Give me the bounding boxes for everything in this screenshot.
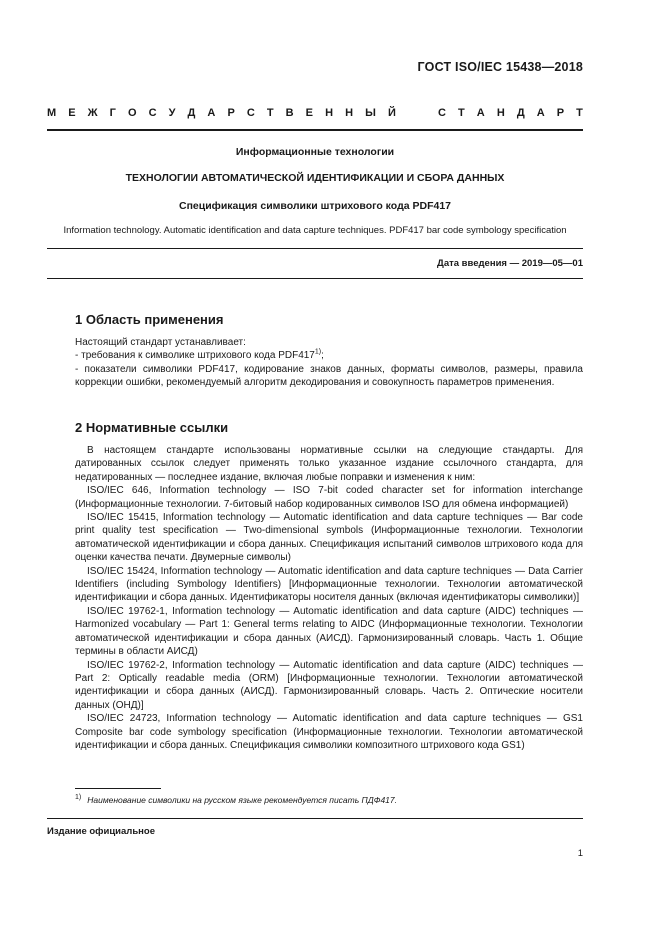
banner-letter: Р — [556, 107, 565, 119]
section-1-heading: 1 Область применения — [75, 312, 224, 327]
banner-letter: Е — [305, 107, 314, 119]
banner-letter: Д — [516, 107, 525, 119]
banner-letter: Т — [458, 107, 465, 119]
interstate-standard-banner — [47, 107, 583, 119]
footnote-ref: 1) — [314, 349, 322, 357]
section-1-line: Настоящий стандарт устанавливает: — [75, 337, 246, 348]
section-2-body — [75, 444, 583, 752]
edition-label: Издание официальное — [47, 826, 155, 837]
document-code: ГОСТ ISO/IEC 15438—2018 — [417, 60, 583, 74]
banner-letter: Ж — [87, 107, 98, 119]
reference-item: ISO/IEC 15415, Information technology — Automatic identification and data capture techniques — Bar code print quality test specification — Two-dimensional symbols (Информационные технологии. Технологии автоматической идентификации и сбора данных. Спецификация испытаний символов штрихового кода для оценки качества печати. Двумерные символы) — [75, 512, 583, 564]
reference-item: ISO/IEC 19762-2, Information technology — Automatic identification and data capture (AIDC) techniques — Part 2: Optically readable media (ORM) [Информационные технологии. Технологии автоматической идентификации и сбора данных (АИСД). Гармонизированный словарь. Часть 2. Оптические носители данных (ОНД)] — [75, 659, 583, 711]
banner-letter: Т — [576, 107, 583, 119]
section-1-line: - показатели символики PDF417, кодирование знаков данных, форматы символов, размеры, правила коррекции ошибки, рекомендуемый алгоритм декодирования и совокупность параметров применения. — [75, 363, 583, 389]
header-rule — [47, 129, 583, 131]
title-subtitle: Спецификация символики штрихового кода PDF417 — [178, 200, 452, 212]
banner-letter: У — [168, 107, 176, 119]
section-1-line: - требования к символике штрихового кода PDF417$^{1)}$; — [75, 349, 324, 362]
title-category: Информационные технологии — [235, 146, 395, 158]
title-rule-bottom — [47, 278, 583, 279]
reference-item: ISO/IEC 24723, Information technology — Automatic identification and data capture techniques — GS1 Composite bar code symbology specification (Информационные технологии. Технологии автоматической идентификации и сбора данных. Спецификация символики композитного штрихового кода GS1) — [75, 713, 583, 751]
footnote-mark: 1) — [75, 794, 82, 801]
banner-letter: О — [127, 107, 137, 119]
banner-letter: Ы — [365, 107, 376, 119]
banner-letter: Й — [387, 107, 396, 119]
section-2-heading: 2 Нормативные ссылки — [75, 420, 229, 435]
banner-letter: Н — [345, 107, 354, 119]
footnote — [75, 794, 397, 805]
banner-letter: Г — [109, 107, 116, 119]
title-main: ТЕХНОЛОГИИ АВТОМАТИЧЕСКОЙ ИДЕНТИФИКАЦИИ И СБОРА ДАННЫХ — [125, 172, 505, 184]
page-number: 1 — [577, 848, 583, 859]
banner-gap — [408, 107, 426, 119]
banner-letter: В — [285, 107, 294, 119]
banner-letter: С — [148, 107, 157, 119]
banner-letter: Д — [187, 107, 196, 119]
footnote-rule — [75, 788, 161, 789]
banner-letter: А — [536, 107, 545, 119]
footnote-text: Наименование символики на русском языке рекомендуется писать ПДФ417. — [87, 794, 398, 805]
banner-letter: Т — [266, 107, 274, 119]
banner-letter: Р — [227, 107, 235, 119]
reference-item: ISO/IEC 19762-1, Information technology — Automatic identification and data capture (AIDC) techniques — Harmonized vocabulary — Part 1: General terms relating to AIDC (Информационные технологии. Технологии автоматической идентификации и сбора данных (АИСД). Гармонизированный словарь. Часть 1. Общие термины в области АИСД) — [75, 605, 583, 658]
banner-letter: Е — [68, 107, 76, 119]
reference-item: ISO/IEC 15424, Information technology — Automatic identification and data capture techniques — Data Carrier Identifiers (including Symbology Identifiers) [Информационные технологии. Технологии автоматической идентификации и сбора данных. Идентификаторы носителя данных (включая идентификаторы символики)] — [75, 565, 583, 604]
banner-letter: Н — [496, 107, 505, 119]
banner-letter: А — [476, 107, 485, 119]
banner-letter: А — [207, 107, 216, 119]
banner-letter: С — [437, 107, 446, 119]
introduction-date: Дата введения — 2019—05—01 — [437, 258, 583, 269]
section-1-body — [75, 336, 583, 390]
title-rule-top — [47, 248, 583, 249]
banner-letter: С — [246, 107, 255, 119]
footer-rule — [47, 818, 583, 819]
banner-letter: Н — [325, 107, 334, 119]
banner-letter: М — [47, 107, 57, 119]
section-2-intro: В настоящем стандарте использованы нормативные ссылки на следующие стандарты. Для датированных ссылок следует применять только указанное издание ссылочного стандарта, для недатированных — последнее издание, включая любые поправки и изменения к ним: — [75, 445, 583, 483]
reference-item: ISO/IEC 646, Information technology — ISO 7-bit coded character set for information interchange (Информационные технологии. 7-битовый набор кодированных символов ISO для обмена информацией) — [75, 485, 583, 510]
title-english: Information technology. Automatic identification and data capture techniques. PDF417 bar code symbology specification — [63, 225, 567, 236]
